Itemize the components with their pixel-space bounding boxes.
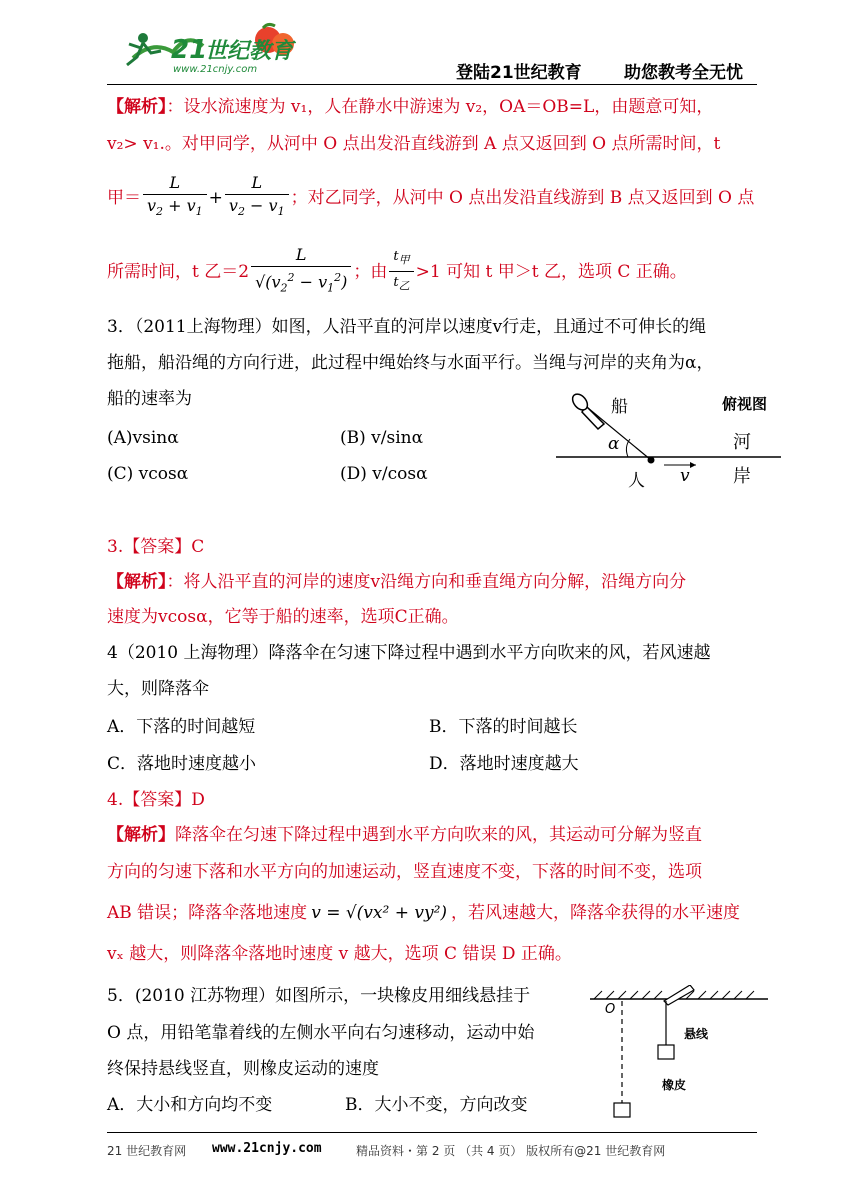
fig-eraser-label: 橡皮 bbox=[662, 1078, 687, 1092]
q3-analysis-2: 速度为vcosα，它等于船的速率，选项C正确。 bbox=[107, 607, 459, 627]
q3-stem-2: 拖船，船沿绳的方向行进，此过程中绳始终与水面平行。当绳与河岸的夹角为α， bbox=[107, 353, 714, 373]
fig-title: 俯视图 bbox=[722, 395, 768, 413]
header-rule bbox=[107, 84, 757, 85]
fig-string-label: 悬线 bbox=[684, 1027, 709, 1041]
q3-answer: 3.【答案】C bbox=[107, 537, 205, 557]
q4-analysis-4: vₓ 越大，则降落伞落地时速度 v 越大，选项 C 错误 D 正确。 bbox=[107, 944, 572, 964]
footer-site: 21 世纪教育网 bbox=[107, 1144, 187, 1158]
analysis-line-4 bbox=[107, 244, 687, 300]
q3-stem-1: 3．（2011上海物理）如图，人沿平直的河岸以速度v行走，且通过不可伸长的绳 bbox=[107, 317, 707, 337]
q3-stem-3: 船的速率为 bbox=[107, 389, 192, 409]
analysis-line4-suffix: >1 可知 t 甲＞t 乙，选项 C 正确。 bbox=[415, 261, 687, 282]
analysis-line3-suffix: ；对乙同学，从河中 O 点出发沿直线游到 B 点又返回到 O 点 bbox=[290, 187, 755, 208]
header-slogan-right: 助您教考全无忧 bbox=[624, 63, 743, 83]
analysis-line3-prefix: 甲＝ bbox=[107, 187, 141, 208]
q5-stem-2: O 点，用铅笔靠着线的左侧水平向右匀速移动，运动中始 bbox=[107, 1023, 535, 1043]
svg-text:21: 21 bbox=[171, 35, 208, 65]
q5-stem-1: 5．(2010 江苏物理）如图所示，一块橡皮用细线悬挂于 bbox=[107, 986, 531, 1006]
q3-option-a: (A)vsinα bbox=[107, 428, 179, 448]
analysis-line-1 bbox=[107, 96, 713, 118]
q3-option-c: (C) vcosα bbox=[107, 464, 189, 484]
q3-analysis-tag: 【解析】 bbox=[107, 572, 167, 592]
fig-alpha-label: α bbox=[608, 434, 620, 454]
q4-stem-2: 大，则降落伞 bbox=[107, 679, 209, 699]
q4-analysis3-prefix: AB 错误；降落伞落地速度 bbox=[107, 903, 308, 923]
q4-analysis-tag: 【解析】 bbox=[107, 825, 175, 845]
q4-stem-1: 4（2010 上海物理）降落伞在匀速下降过程中遇到水平方向吹来的风，若风速越 bbox=[107, 643, 711, 663]
fraction-4: $\frac{t_甲}{t_乙}$ bbox=[389, 246, 413, 298]
fig-o-label: O bbox=[605, 1002, 616, 1017]
analysis-line-3: 甲＝ $\frac{L}{v_2 + v_1}$ + $\frac{L}{v_2 - v_1}$ ；对乙同学，从河中 O 点出发沿直线游到 B 点又返回到 O 点 bbox=[107, 172, 754, 223]
fraction-2: $\frac{L}{v_2 - v_1}$ bbox=[225, 172, 289, 223]
svg-text:世纪教育: 世纪教育 bbox=[205, 39, 294, 64]
fig-river-label: 河 bbox=[733, 432, 751, 453]
fig-boat-label: 船 bbox=[611, 397, 628, 417]
q3-analysis-1 bbox=[107, 571, 686, 593]
q4-analysis-text: 降落伞在匀速下降过程中遇到水平方向吹来的风，其运动可分解为竖直 bbox=[175, 825, 702, 845]
q4-option-c: C．落地时速度越小 bbox=[107, 754, 257, 774]
q4-answer: 4.【答案】D bbox=[107, 790, 205, 810]
q4-option-a: A．下落的时间越短 bbox=[107, 717, 256, 737]
fig-bank-label: 岸 bbox=[733, 466, 751, 487]
logo-icon bbox=[113, 18, 303, 78]
svg-text:www.21cnjy.com: www.21cnjy.com bbox=[173, 64, 258, 75]
analysis-text: ：设水流速度为 v₁，人在静水中游速为 v₂，OA＝OB=L，由题意可知， bbox=[166, 97, 714, 117]
analysis-tag: 【解析】 bbox=[107, 97, 167, 117]
fig-v-label: v bbox=[680, 466, 690, 486]
q4-analysis3-suffix: ，若风速越大，降落伞获得的水平速度 bbox=[451, 903, 741, 923]
q5-option-a: A．大小和方向均不变 bbox=[107, 1095, 273, 1115]
q5-stem-3: 终保持悬线竖直，则橡皮运动的速度 bbox=[107, 1059, 379, 1079]
fraction-3: $\frac{L}{√(v_2^2 - v_1^2)}$ bbox=[251, 244, 351, 300]
analysis-line-2: v₂> v₁.。对甲同学，从河中 O 点出发沿直线游到 A 点又返回到 O 点所需时间，t bbox=[107, 134, 721, 154]
q5-option-b: B．大小不变，方向改变 bbox=[345, 1095, 528, 1115]
q4-option-d: D．落地时速度越大 bbox=[429, 754, 579, 774]
q4-formula: v = √(vx² + vy²) bbox=[311, 903, 448, 923]
footer-rule bbox=[107, 1132, 757, 1133]
analysis-line4-mid: ；由 bbox=[353, 261, 388, 282]
q3-analysis-text: ：将人沿平直的河岸的速度v沿绳方向和垂直绳方向分解，沿绳方向分 bbox=[166, 572, 687, 592]
q4-analysis-2: 方向的匀速下落和水平方向的加速运动，竖直速度不变，下落的时间不变，选项 bbox=[107, 862, 702, 882]
footer-page: 精品资料・第 2 页 （共 4 页） 版权所有@21 世纪教育网 bbox=[356, 1144, 666, 1158]
footer-url[interactable]: www.21cnjy.com bbox=[212, 1141, 322, 1156]
eraser-figure bbox=[590, 985, 770, 1120]
header-slogan-left: 登陆21世纪教育 bbox=[456, 63, 582, 83]
q3-option-d: (D) v/cosα bbox=[340, 464, 428, 484]
q3-option-b: (B) v/sinα bbox=[340, 428, 424, 448]
fraction-1: $\frac{L}{v_2 + v_1}$ bbox=[143, 172, 207, 223]
analysis-line4-prefix: 所需时间，t 乙＝2 bbox=[107, 261, 250, 282]
q4-analysis-1 bbox=[107, 824, 702, 846]
q4-analysis-3 bbox=[107, 902, 740, 924]
q4-option-b: B．下落的时间越长 bbox=[429, 717, 578, 737]
fig-person-label: 人 bbox=[628, 471, 645, 491]
